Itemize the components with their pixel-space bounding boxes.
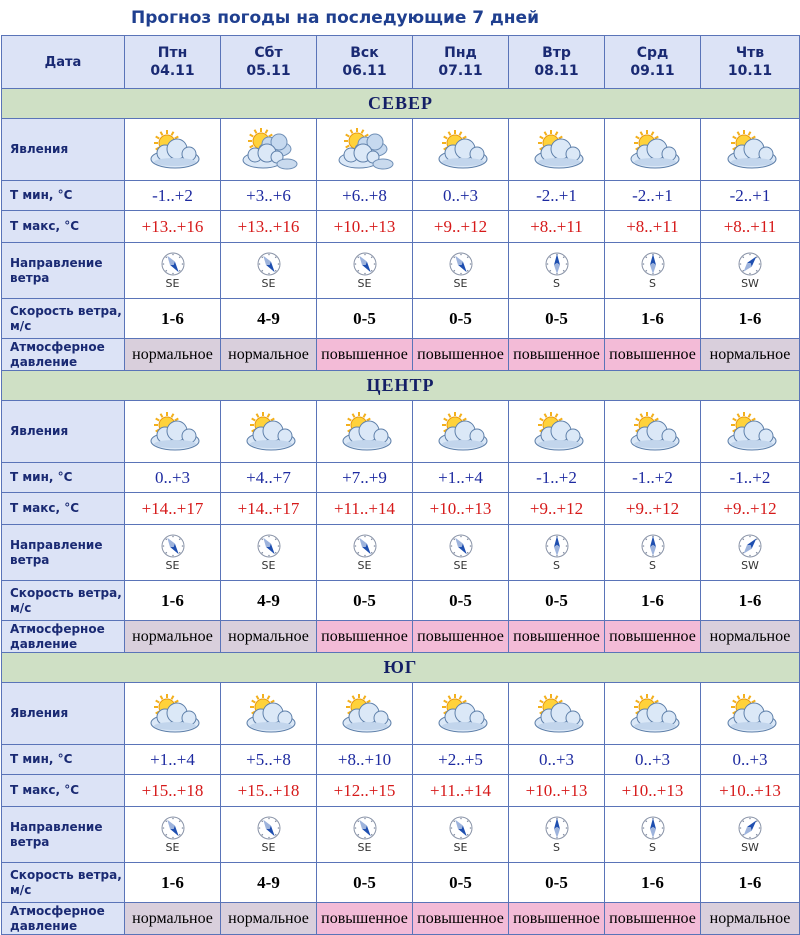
tmin-cell: -2..+1 — [605, 181, 701, 211]
row-label-pressure: Атмосферное давление — [2, 339, 125, 371]
day-date: 05.11 — [246, 63, 291, 79]
tmax-cell: +10..+13 — [317, 211, 413, 243]
wind-direction-label: SE — [453, 841, 468, 854]
day-of-week: Срд — [636, 45, 669, 61]
row-label-tmax: Т макс, °С — [2, 211, 125, 243]
tmax-cell: +9..+12 — [605, 493, 701, 525]
wind-compass-icon — [544, 815, 570, 841]
wind-direction-cell — [701, 243, 800, 299]
tmin-cell: 0..+3 — [701, 745, 800, 775]
sun-cloud-icon — [143, 693, 203, 735]
wind-compass-icon — [737, 251, 763, 277]
tmin-cell: -1..+2 — [605, 463, 701, 493]
wind-compass-icon — [640, 251, 666, 277]
wind-speed-cell: 1-6 — [125, 299, 221, 339]
day-header — [605, 36, 701, 89]
tmax-cell: +13..+16 — [221, 211, 317, 243]
row-label-wind-speed: Скорость ветра, м/с — [2, 299, 125, 339]
wind-direction-label: SE — [357, 559, 372, 572]
day-header — [125, 36, 221, 89]
sun-cloud-icon — [527, 411, 587, 453]
sun-cloud-icon — [527, 693, 587, 735]
wind-direction-label: SW — [741, 559, 759, 572]
tmin-cell: +7..+9 — [317, 463, 413, 493]
forecast-table — [1, 35, 800, 935]
wind-compass-icon — [160, 815, 186, 841]
wind-speed-cell: 4-9 — [221, 581, 317, 621]
sun-cloud-icon — [239, 411, 299, 453]
pressure-cell: нормальное — [221, 903, 317, 935]
row-label-phenomena: Явления — [2, 683, 125, 745]
phenomena-cell — [701, 401, 800, 463]
day-header — [509, 36, 605, 89]
pressure-cell: нормальное — [221, 339, 317, 371]
day-header — [413, 36, 509, 89]
wind-direction-label: S — [553, 841, 560, 854]
page-title: Прогноз погоды на последующие 7 дней — [131, 8, 539, 28]
sun-cloud-icon — [143, 129, 203, 171]
day-of-week: Птн — [157, 45, 188, 61]
phenomena-cell — [509, 119, 605, 181]
phenomena-cell — [413, 401, 509, 463]
tmax-cell: +13..+16 — [125, 211, 221, 243]
wind-speed-row — [2, 863, 800, 903]
tmax-cell: +15..+18 — [221, 775, 317, 807]
sun-cloud-icon — [431, 129, 491, 171]
pressure-row — [2, 903, 800, 935]
wind-speed-cell: 0-5 — [509, 299, 605, 339]
day-date: 06.11 — [342, 63, 387, 79]
wind-direction-label: SE — [261, 841, 276, 854]
tmax-cell: +9..+12 — [509, 493, 605, 525]
phenomena-cell — [221, 401, 317, 463]
tmin-cell: +1..+4 — [125, 745, 221, 775]
row-label-tmin: Т мин, °С — [2, 181, 125, 211]
day-date: 09.11 — [630, 63, 675, 79]
row-label-pressure: Атмосферное давление — [2, 903, 125, 935]
wind-direction-label: SE — [357, 277, 372, 290]
pressure-row — [2, 621, 800, 653]
phenomena-row — [2, 401, 800, 463]
wind-direction-label: SE — [165, 277, 180, 290]
tmax-cell: +12..+15 — [317, 775, 413, 807]
wind-direction-cell — [125, 525, 221, 581]
pressure-cell: нормальное — [701, 621, 800, 653]
phenomena-cell — [317, 683, 413, 745]
phenomena-cell — [413, 683, 509, 745]
wind-direction-cell — [221, 525, 317, 581]
wind-speed-cell: 0-5 — [509, 863, 605, 903]
tmax-cell: +9..+12 — [413, 211, 509, 243]
wind-direction-cell — [125, 243, 221, 299]
wind-direction-label: SE — [165, 841, 180, 854]
phenomena-cell — [509, 683, 605, 745]
region-name: ЦЕНТР — [2, 371, 800, 401]
tmin-cell: -1..+2 — [701, 463, 800, 493]
wind-compass-icon — [737, 533, 763, 559]
wind-direction-row — [2, 807, 800, 863]
wind-speed-cell: 0-5 — [317, 581, 413, 621]
wind-direction-label: SE — [261, 277, 276, 290]
tmax-cell: +14..+17 — [125, 493, 221, 525]
tmin-row — [2, 463, 800, 493]
day-header — [221, 36, 317, 89]
tmin-cell: +3..+6 — [221, 181, 317, 211]
day-date: 07.11 — [438, 63, 483, 79]
row-label-tmin: Т мин, °С — [2, 745, 125, 775]
tmin-cell: +2..+5 — [413, 745, 509, 775]
tmax-row — [2, 211, 800, 243]
sun-cloud-icon — [623, 411, 683, 453]
row-label-pressure: Атмосферное давление — [2, 621, 125, 653]
day-of-week: Чтв — [735, 45, 765, 61]
wind-direction-label: SE — [453, 559, 468, 572]
row-label-phenomena: Явления — [2, 401, 125, 463]
phenomena-cell — [221, 119, 317, 181]
region-header-row — [2, 653, 800, 683]
sun-cloud-icon — [527, 129, 587, 171]
wind-direction-cell — [413, 525, 509, 581]
pressure-cell: повышенное — [317, 621, 413, 653]
wind-speed-cell: 0-5 — [509, 581, 605, 621]
phenomena-cell — [317, 401, 413, 463]
wind-direction-row — [2, 525, 800, 581]
wind-speed-cell: 0-5 — [413, 581, 509, 621]
region-header-row — [2, 371, 800, 401]
day-of-week: Сбт — [254, 45, 283, 61]
day-header — [701, 36, 800, 89]
phenomena-cell — [605, 119, 701, 181]
wind-direction-cell — [605, 807, 701, 863]
tmin-cell: -1..+2 — [125, 181, 221, 211]
wind-direction-label: SE — [165, 559, 180, 572]
day-of-week: Вск — [350, 45, 379, 61]
pressure-cell: повышенное — [605, 903, 701, 935]
wind-compass-icon — [544, 251, 570, 277]
header-row — [2, 36, 800, 89]
tmax-cell: +9..+12 — [701, 493, 800, 525]
day-date: 08.11 — [534, 63, 579, 79]
row-label-phenomena: Явления — [2, 119, 125, 181]
tmin-row — [2, 181, 800, 211]
phenomena-cell — [125, 683, 221, 745]
wind-compass-icon — [256, 815, 282, 841]
tmin-row — [2, 745, 800, 775]
row-label-wind-speed: Скорость ветра, м/с — [2, 863, 125, 903]
sun-cloud-icon — [335, 693, 395, 735]
wind-compass-icon — [256, 533, 282, 559]
region-name: ЮГ — [2, 653, 800, 683]
tmin-cell: +6..+8 — [317, 181, 413, 211]
wind-direction-cell — [317, 807, 413, 863]
wind-speed-cell: 0-5 — [413, 299, 509, 339]
pressure-cell: повышенное — [413, 903, 509, 935]
phenomena-cell — [605, 401, 701, 463]
tmax-cell: +11..+14 — [317, 493, 413, 525]
day-of-week: Втр — [542, 45, 571, 61]
pressure-cell: нормальное — [125, 339, 221, 371]
region-name: СЕВЕР — [2, 89, 800, 119]
phenomena-cell — [701, 119, 800, 181]
wind-direction-label: S — [553, 277, 560, 290]
sun-cloud-icon — [720, 693, 780, 735]
row-label-wind-speed: Скорость ветра, м/с — [2, 581, 125, 621]
clouds-sun-icon — [333, 127, 397, 173]
day-header — [317, 36, 413, 89]
wind-direction-cell — [509, 807, 605, 863]
pressure-cell: повышенное — [509, 903, 605, 935]
tmin-cell: -2..+1 — [509, 181, 605, 211]
pressure-cell: нормальное — [125, 621, 221, 653]
row-label-wind-direction: Направление ветра — [2, 807, 125, 863]
tmin-cell: -2..+1 — [701, 181, 800, 211]
pressure-cell: нормальное — [701, 903, 800, 935]
pressure-cell: повышенное — [605, 621, 701, 653]
wind-direction-cell — [413, 243, 509, 299]
wind-compass-icon — [640, 815, 666, 841]
pressure-cell: нормальное — [701, 339, 800, 371]
tmax-row — [2, 775, 800, 807]
wind-speed-cell: 1-6 — [605, 863, 701, 903]
tmax-cell: +10..+13 — [509, 775, 605, 807]
wind-direction-label: S — [553, 559, 560, 572]
wind-compass-icon — [737, 815, 763, 841]
wind-direction-cell — [509, 525, 605, 581]
phenomena-cell — [125, 401, 221, 463]
day-date: 10.11 — [727, 63, 773, 79]
phenomena-cell — [413, 119, 509, 181]
wind-compass-icon — [448, 815, 474, 841]
tmax-cell: +15..+18 — [125, 775, 221, 807]
wind-speed-cell: 4-9 — [221, 299, 317, 339]
wind-direction-label: SE — [453, 277, 468, 290]
wind-direction-row — [2, 243, 800, 299]
wind-direction-cell — [317, 525, 413, 581]
pressure-cell: повышенное — [317, 339, 413, 371]
wind-speed-cell: 1-6 — [605, 299, 701, 339]
wind-speed-cell: 1-6 — [701, 299, 800, 339]
tmax-cell: +10..+13 — [413, 493, 509, 525]
wind-speed-row — [2, 581, 800, 621]
pressure-cell: повышенное — [317, 903, 413, 935]
tmin-cell: 0..+3 — [413, 181, 509, 211]
tmax-cell: +8..+11 — [701, 211, 800, 243]
wind-speed-cell: 1-6 — [125, 581, 221, 621]
phenomena-cell — [221, 683, 317, 745]
sun-cloud-icon — [239, 693, 299, 735]
wind-direction-label: S — [649, 559, 656, 572]
pressure-cell: повышенное — [413, 621, 509, 653]
tmax-cell: +11..+14 — [413, 775, 509, 807]
wind-speed-cell: 1-6 — [605, 581, 701, 621]
wind-speed-cell: 4-9 — [221, 863, 317, 903]
sun-cloud-icon — [143, 411, 203, 453]
wind-compass-icon — [544, 533, 570, 559]
sun-cloud-icon — [431, 693, 491, 735]
sun-cloud-icon — [623, 129, 683, 171]
pressure-row — [2, 339, 800, 371]
tmin-cell: +4..+7 — [221, 463, 317, 493]
tmax-cell: +10..+13 — [701, 775, 800, 807]
tmin-cell: 0..+3 — [125, 463, 221, 493]
tmin-cell: +5..+8 — [221, 745, 317, 775]
phenomena-cell — [125, 119, 221, 181]
wind-direction-cell — [125, 807, 221, 863]
wind-direction-cell — [221, 243, 317, 299]
tmin-cell: 0..+3 — [509, 745, 605, 775]
tmin-cell: +8..+10 — [317, 745, 413, 775]
wind-compass-icon — [256, 251, 282, 277]
wind-compass-icon — [448, 251, 474, 277]
wind-direction-label: SW — [741, 277, 759, 290]
wind-compass-icon — [448, 533, 474, 559]
wind-compass-icon — [640, 533, 666, 559]
sun-cloud-icon — [431, 411, 491, 453]
wind-speed-cell: 0-5 — [317, 299, 413, 339]
wind-direction-label: SE — [357, 841, 372, 854]
wind-compass-icon — [352, 815, 378, 841]
row-label-tmin: Т мин, °С — [2, 463, 125, 493]
wind-speed-row — [2, 299, 800, 339]
phenomena-row — [2, 119, 800, 181]
wind-direction-cell — [413, 807, 509, 863]
phenomena-cell — [317, 119, 413, 181]
wind-direction-label: SW — [741, 841, 759, 854]
wind-direction-cell — [701, 525, 800, 581]
sun-cloud-icon — [623, 693, 683, 735]
pressure-cell: повышенное — [605, 339, 701, 371]
wind-speed-cell: 0-5 — [413, 863, 509, 903]
sun-cloud-icon — [720, 129, 780, 171]
header-date-label: Дата — [2, 36, 125, 89]
phenomena-cell — [605, 683, 701, 745]
tmin-cell: 0..+3 — [605, 745, 701, 775]
wind-direction-cell — [221, 807, 317, 863]
row-label-wind-direction: Направление ветра — [2, 525, 125, 581]
wind-compass-icon — [160, 533, 186, 559]
sun-cloud-icon — [720, 411, 780, 453]
wind-direction-label: SE — [261, 559, 276, 572]
wind-direction-cell — [701, 807, 800, 863]
wind-speed-cell: 0-5 — [317, 863, 413, 903]
tmax-cell: +10..+13 — [605, 775, 701, 807]
tmax-cell: +8..+11 — [605, 211, 701, 243]
phenomena-cell — [509, 401, 605, 463]
tmax-row — [2, 493, 800, 525]
wind-compass-icon — [160, 251, 186, 277]
pressure-cell: повышенное — [509, 339, 605, 371]
phenomena-row — [2, 683, 800, 745]
wind-compass-icon — [352, 251, 378, 277]
wind-direction-label: S — [649, 277, 656, 290]
day-date: 04.11 — [150, 63, 195, 79]
wind-direction-cell — [509, 243, 605, 299]
pressure-cell: нормальное — [125, 903, 221, 935]
wind-direction-cell — [317, 243, 413, 299]
day-of-week: Пнд — [444, 45, 477, 61]
wind-compass-icon — [352, 533, 378, 559]
wind-speed-cell: 1-6 — [701, 863, 800, 903]
row-label-tmax: Т макс, °С — [2, 493, 125, 525]
wind-direction-label: S — [649, 841, 656, 854]
sun-cloud-icon — [335, 411, 395, 453]
tmin-cell: +1..+4 — [413, 463, 509, 493]
tmax-cell: +14..+17 — [221, 493, 317, 525]
wind-direction-cell — [605, 525, 701, 581]
row-label-wind-direction: Направление ветра — [2, 243, 125, 299]
wind-speed-cell: 1-6 — [701, 581, 800, 621]
pressure-cell: повышенное — [509, 621, 605, 653]
pressure-cell: повышенное — [413, 339, 509, 371]
phenomena-cell — [701, 683, 800, 745]
wind-direction-cell — [605, 243, 701, 299]
region-header-row — [2, 89, 800, 119]
pressure-cell: нормальное — [221, 621, 317, 653]
clouds-sun-icon — [237, 127, 301, 173]
tmin-cell: -1..+2 — [509, 463, 605, 493]
row-label-tmax: Т макс, °С — [2, 775, 125, 807]
tmax-cell: +8..+11 — [509, 211, 605, 243]
wind-speed-cell: 1-6 — [125, 863, 221, 903]
